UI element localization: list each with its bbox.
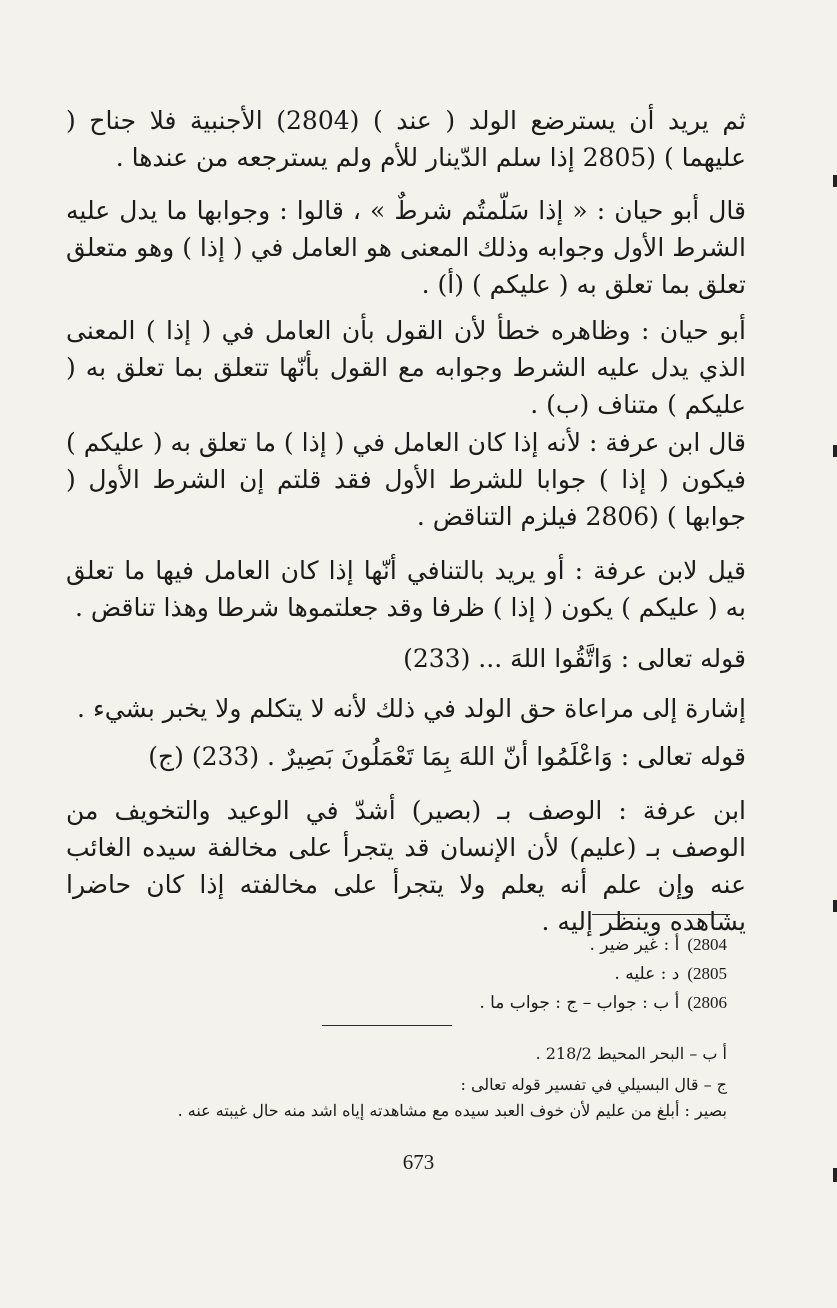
footnote-number: 2804) [687, 935, 727, 954]
note-text: ج – قال البسيلي في تفسير قوله تعالى : [460, 1075, 727, 1094]
paragraph-3 [66, 312, 746, 423]
editor-note-1 [536, 1042, 727, 1066]
editor-note-2 [460, 1073, 727, 1097]
note-text: أ ب – البحر المحيط 218/2 . [535, 1044, 727, 1063]
paragraph-9 [66, 792, 746, 940]
notes-separator [322, 1025, 452, 1026]
scan-edge-mark [833, 1168, 837, 1182]
paragraph-text: قيل لابن عرفة : أو يريد بالتنافي أنّها إذا كان العامل فيها ما تعلق به ( عليكم ) يكون ( إذا ) ظرفا وقد جعلتموها شرطا وهذا تناقض . [66, 556, 746, 622]
footnote-text: أ : غير ضير . [589, 935, 680, 955]
scan-edge-mark [833, 900, 837, 912]
paragraph-text: إشارة إلى مراعاة حق الولد في ذلك لأنه لا يتكلم ولا يخبر بشيء . [77, 694, 746, 723]
paragraph-text: ثم يريد أن يسترضع الولد ( عند ) (2804) الأجنبية فلا جناح ( عليهما ) (2805 إذا سلم الدّينار للأم ولم يسترجعه من عندها . [66, 106, 746, 172]
paragraph-text: قوله تعالى : وَاعْلَمُوا أنّ اللهَ بِمَا تَعْمَلُونَ بَصِيرٌ . (233) (ج) [148, 742, 746, 771]
footnote-number: 2805) [687, 964, 727, 983]
page-number: 673 [402, 1150, 435, 1174]
footnote-separator [592, 914, 730, 915]
paragraph-4 [66, 424, 746, 535]
scan-edge-mark [833, 445, 837, 457]
paragraph-2 [66, 192, 746, 303]
editor-note-3 [178, 1099, 727, 1123]
paragraph-5 [66, 552, 746, 626]
footnote-2804 [590, 931, 728, 959]
paragraph-1 [66, 102, 746, 176]
footnote-text: د : عليه . [614, 964, 680, 984]
paragraph-text: ابن عرفة : الوصف بـ (بصير) أشدّ في الوعيد والتخويف من الوصف بـ (عليم) لأن الإنسان قد يتجرأ على مخالفة سيده الغائب عنه وإن علم أنه يعلم ولا يتجرأ على مخالفته إذا كان حاضرا يشاهده وينظر إليه . [66, 796, 746, 936]
paragraph-text: أبو حيان : وظاهره خطأ لأن القول بأن العامل في ( إذا ) المعنى الذي يدل عليه الشرط وجوابه مع القول بأنّها تتعلق بما تعلق به ( عليكم ) متناف (ب) . [66, 316, 746, 419]
paragraph-7 [66, 690, 746, 727]
paragraph-8 [66, 738, 746, 775]
footnote-number: 2806) [687, 993, 727, 1012]
footnote-text: أ ب : جواب – ج : جواب ما . [479, 993, 680, 1013]
paragraph-text: قال ابن عرفة : لأنه إذا كان العامل في ( إذا ) ما تعلق به ( عليكم ) فيكون ( إذا ) جوابا للشرط الأول فقد قلتم إن الشرط الأول ( جوابها ) (2806 فيلزم التناقض . [66, 428, 746, 531]
footnote-2806 [479, 989, 727, 1017]
paragraph-text: قوله تعالى : وَاتَّقُوا اللهَ ... (233) [403, 644, 746, 673]
paragraph-text: قال أبو حيان : « إذا سَلّمتُم شرطٌ » ، قالوا : وجوابها ما يدل عليه الشرط الأول وجوابه وذلك المعنى هو العامل في ( إذا ) وهو متعلق تعلق بما تعلق به ( عليكم ) (أ) . [66, 196, 746, 299]
footnote-2805 [614, 960, 727, 988]
scan-edge-mark [833, 175, 837, 187]
note-text: بصير : أبلغ من عليم لأن خوف العبد سيده مع مشاهدته إياه اشد منه حال غيبته عنه . [177, 1101, 727, 1120]
paragraph-6 [66, 640, 746, 677]
